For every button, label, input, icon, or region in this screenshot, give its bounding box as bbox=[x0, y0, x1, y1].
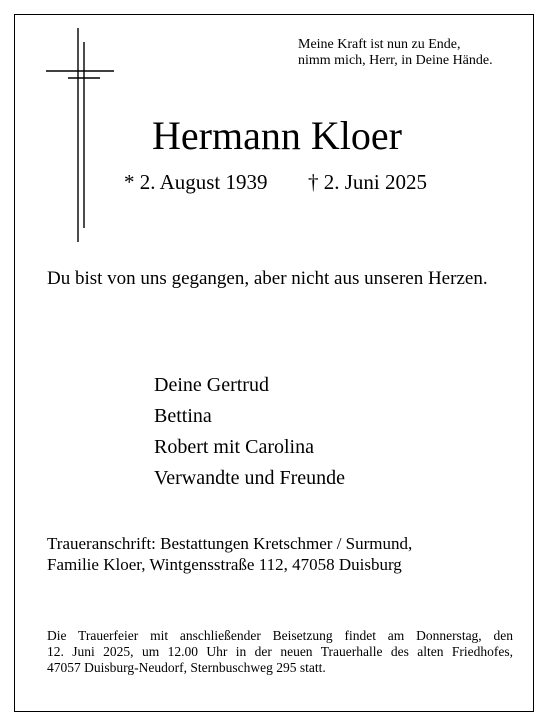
verse bbox=[298, 37, 528, 69]
cross-icon bbox=[46, 28, 116, 242]
verse-line-2: nimm mich, Herr, in Deine Hände. bbox=[298, 53, 493, 68]
address-line-1: Traueranschrift: Bestattungen Kretschmer / Surmund, bbox=[47, 534, 413, 553]
mourner: Robert mit Carolina bbox=[154, 436, 314, 458]
address-line-2: Familie Kloer, Wintgensstraße 112, 47058 Duisburg bbox=[47, 555, 402, 574]
mourning-address bbox=[47, 533, 517, 575]
life-dates bbox=[124, 168, 428, 196]
death-date: † 2. Juni 2025 bbox=[308, 170, 428, 194]
mourner: Verwandte und Freunde bbox=[154, 467, 346, 489]
mourner: Deine Gertrud bbox=[154, 374, 269, 396]
notice-line-3: 47057 Duisburg-Neudorf, Sternbuschweg 295 statt. bbox=[47, 660, 326, 675]
mourners-list bbox=[154, 370, 345, 494]
mourner: Bettina bbox=[154, 405, 212, 427]
notice-line-2: 12. Juni 2025, um 12.00 Uhr in der neuen Trauerhalle des alten Friedhofes, bbox=[47, 644, 513, 659]
funeral-notice bbox=[47, 628, 513, 676]
memorial-quote: Du bist von uns gegangen, aber nicht aus unseren Herzen. bbox=[47, 268, 488, 289]
notice-line-1: Die Trauerfeier mit anschließender Beisetzung findet am Donnerstag, den bbox=[47, 628, 513, 643]
deceased-name: Hermann Kloer bbox=[152, 113, 402, 158]
birth-date: * 2. August 1939 bbox=[124, 170, 268, 194]
verse-line-1: Meine Kraft ist nun zu Ende, bbox=[298, 37, 461, 52]
